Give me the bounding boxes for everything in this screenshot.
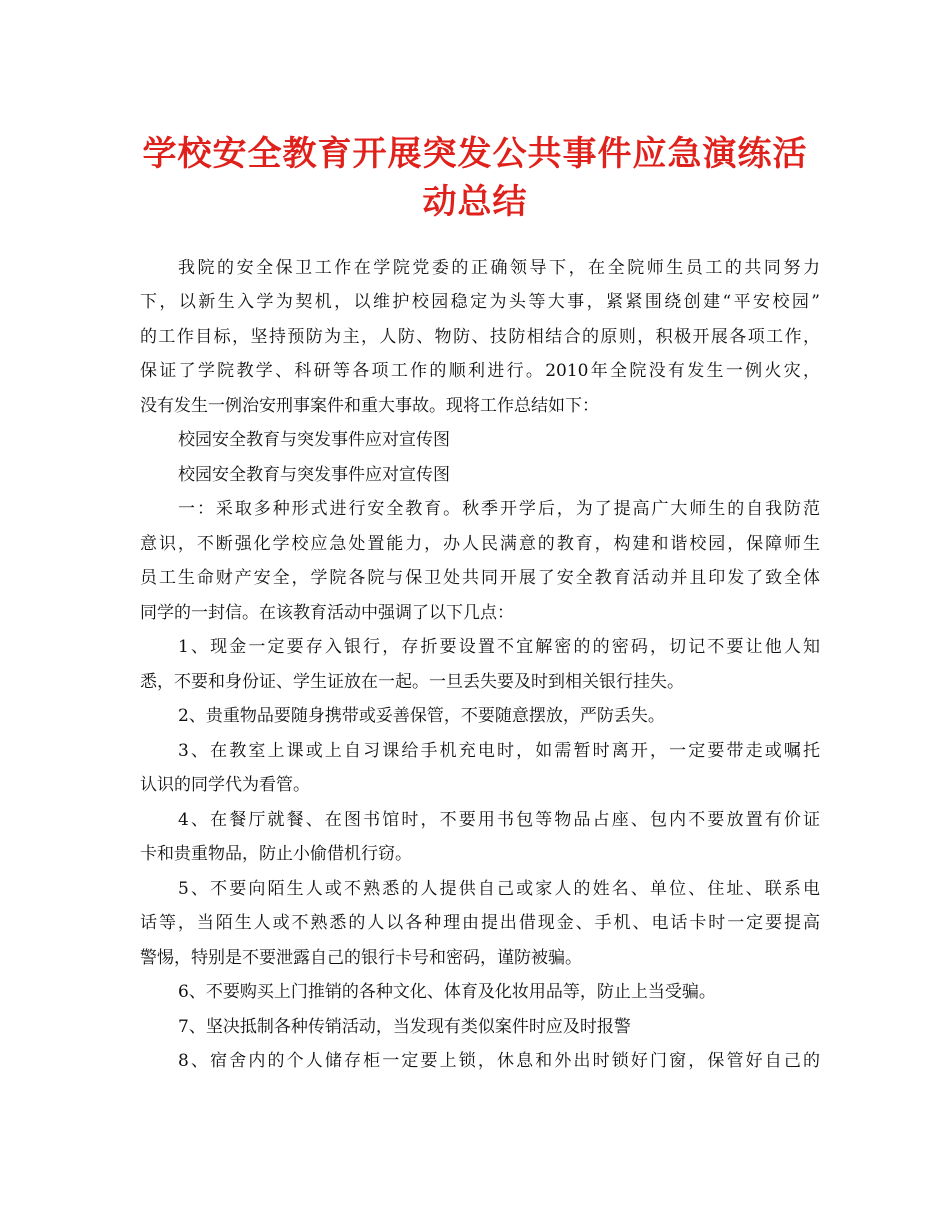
paragraph-line: 的工作目标，坚持预防为主，人防、物防、技防相结合的原则，积极开展各项工作，: [140, 327, 820, 347]
list-item-line: 6、不要购买上门推销的各种文化、体育及化妆用品等，防止上当受骗。: [178, 982, 716, 1002]
list-item-line: 话等，当陌生人或不熟悉的人以各种理由提出借现金、手机、电话卡时一定要提高: [140, 913, 820, 933]
document-title-line-1: 学校安全教育开展突发公共事件应急演练活: [142, 134, 808, 174]
paragraph-line: 下，以新生入学为契机，以维护校园稳定为头等大事，紧紧围绕创建“平安校园”: [140, 292, 820, 312]
document-title-line-2: 动总结: [422, 182, 528, 222]
list-item-line: 2、贵重物品要随身携带或妥善保管，不要随意摆放，严防丢失。: [178, 706, 665, 726]
list-item-line: 警惕，特别是不要泄露自己的银行卡号和密码，谨防被骗。: [140, 948, 582, 968]
list-item-line: 悉，不要和身份证、学生证放在一起。一旦丢失要及时到相关银行挂失。: [140, 672, 684, 692]
list-item-line: 认识的同学代为看管。: [140, 775, 310, 795]
list-item-line: 1、现金一定要存入银行，存折要设置不宜解密的的密码，切记不要让他人知: [178, 637, 820, 657]
list-item-line: 4、在餐厅就餐、在图书馆时，不要用书包等物品占座、包内不要放置有价证: [178, 810, 820, 830]
image-caption: 校园安全教育与突发事件应对宣传图: [178, 465, 450, 485]
list-item-line: 5、不要向陌生人或不熟悉的人提供自己或家人的姓名、单位、住址、联系电: [178, 879, 820, 899]
paragraph-line: 我院的安全保卫工作在学院党委的正确领导下，在全院师生员工的共同努力: [178, 258, 820, 278]
paragraph-line: 保证了学院教学、科研等各项工作的顺利进行。2010年全院没有发生一例火灾，: [140, 361, 820, 381]
paragraph-line: 一：采取多种形式进行安全教育。秋季开学后，为了提高广大师生的自我防范: [178, 499, 820, 519]
paragraph-line: 员工生命财产安全，学院各院与保卫处共同开展了安全教育活动并且印发了致全体: [140, 568, 820, 588]
list-item-line: 8、宿舍内的个人储存柜一定要上锁，休息和外出时锁好门窗，保管好自己的: [178, 1051, 820, 1071]
list-item-line: 3、在教室上课或上自习课给手机充电时，如需暂时离开，一定要带走或嘱托: [178, 741, 820, 761]
paragraph-line: 意识，不断强化学校应急处置能力，办人民满意的教育，构建和谐校园，保障师生: [140, 534, 820, 554]
list-item-line: 卡和贵重物品，防止小偷借机行窃。: [140, 844, 412, 864]
paragraph-line: 没有发生一例治安刑事案件和重大事故。现将工作总结如下：: [140, 396, 599, 416]
paragraph-line: 同学的一封信。在该教育活动中强调了以下几点：: [140, 603, 514, 623]
list-item-line: 7、坚决抵制各种传销活动，当发现有类似案件时应及时报警: [178, 1017, 631, 1037]
image-caption: 校园安全教育与突发事件应对宣传图: [178, 430, 450, 450]
